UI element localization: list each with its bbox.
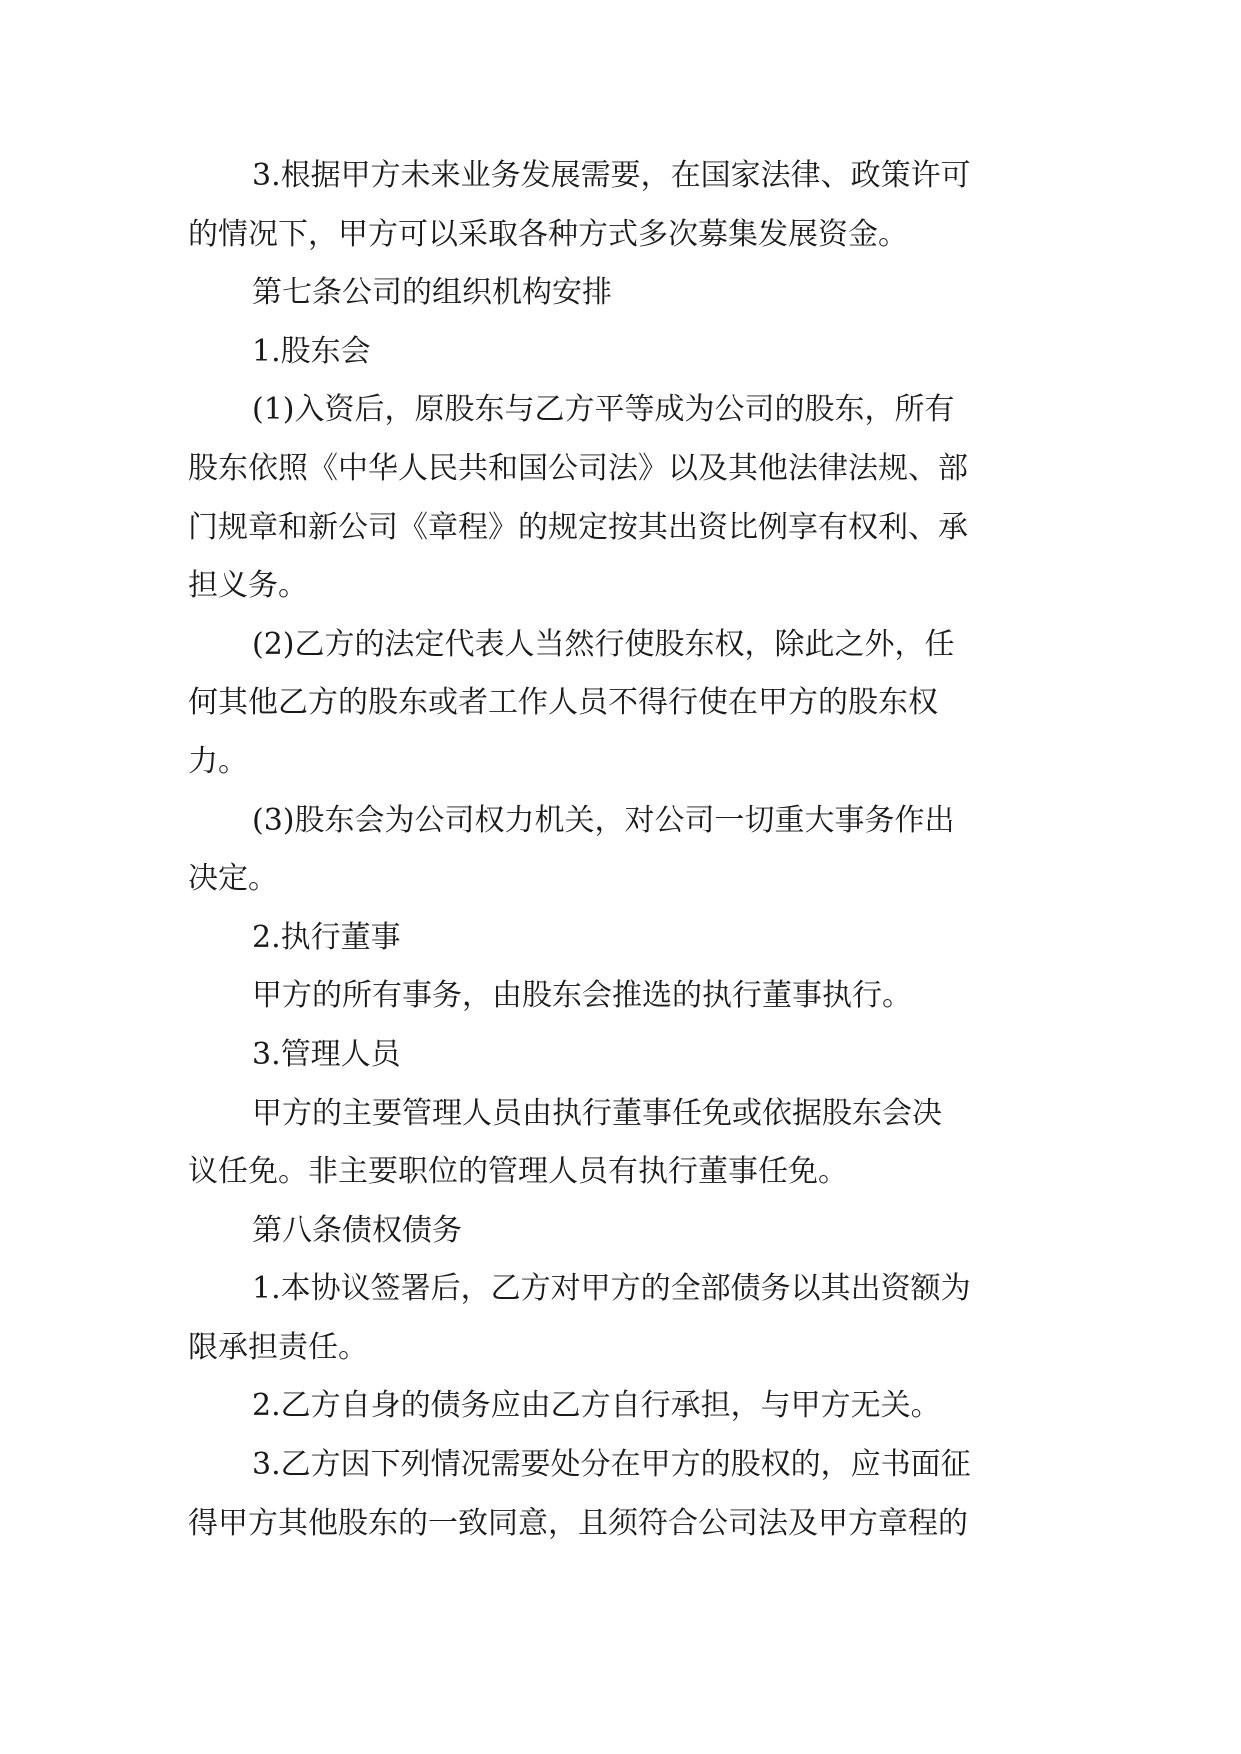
paragraph-line: 的情况下，甲方可以采取各种方式多次募集发展资金。 — [188, 216, 908, 252]
paragraph-line: 1.本协议签署后，乙方对甲方的全部债务以其出资额为 — [252, 1271, 971, 1307]
paragraph-line: 门规章和新公司《章程》的规定按其出资比例享有权利、承 — [188, 509, 968, 545]
paragraph-line: 得甲方其他股东的一致同意，且须符合公司法及甲方章程的 — [188, 1505, 968, 1541]
paragraph-line: 股东依照《中华人民共和国公司法》以及其他法律法规、部 — [188, 450, 968, 486]
paragraph-line: (2)乙方的法定代表人当然行使股东权，除此之外，任 — [252, 626, 955, 662]
section-heading: 第八条债权债务 — [252, 1212, 462, 1248]
document-body — [188, 156, 1054, 1562]
section-heading: 第七条公司的组织机构安排 — [252, 275, 612, 311]
paragraph-line: 限承担责任。 — [188, 1329, 368, 1365]
paragraph-line: 决定。 — [188, 861, 278, 897]
paragraph-line: 担义务。 — [188, 568, 308, 604]
paragraph-line: 甲方的主要管理人员由执行董事任免或依据股东会决 — [252, 1095, 942, 1131]
paragraph-line: 议任免。非主要职位的管理人员有执行董事任免。 — [188, 1154, 848, 1190]
paragraph-line: 3.乙方因下列情况需要处分在甲方的股权的，应书面征 — [252, 1447, 971, 1483]
subsection-heading: 3.管理人员 — [252, 1036, 401, 1072]
paragraph-line: 3.根据甲方未来业务发展需要，在国家法律、政策许可 — [252, 158, 971, 193]
paragraph-line: (3)股东会为公司权力机关，对公司一切重大事务作出 — [252, 802, 955, 838]
subsection-heading: 1.股东会 — [252, 333, 371, 369]
paragraph-line: 何其他乙方的股东或者工作人员不得行使在甲方的股东权 — [188, 685, 938, 721]
paragraph-line: (1)入资后，原股东与乙方平等成为公司的股东，所有 — [252, 392, 955, 428]
paragraph-line: 2.乙方自身的债务应由乙方自行承担，与甲方无关。 — [252, 1388, 941, 1424]
paragraph-line: 甲方的所有事务，由股东会推选的执行董事执行。 — [252, 978, 912, 1014]
subsection-heading: 2.执行董事 — [252, 919, 401, 955]
paragraph-line: 力。 — [188, 743, 248, 779]
